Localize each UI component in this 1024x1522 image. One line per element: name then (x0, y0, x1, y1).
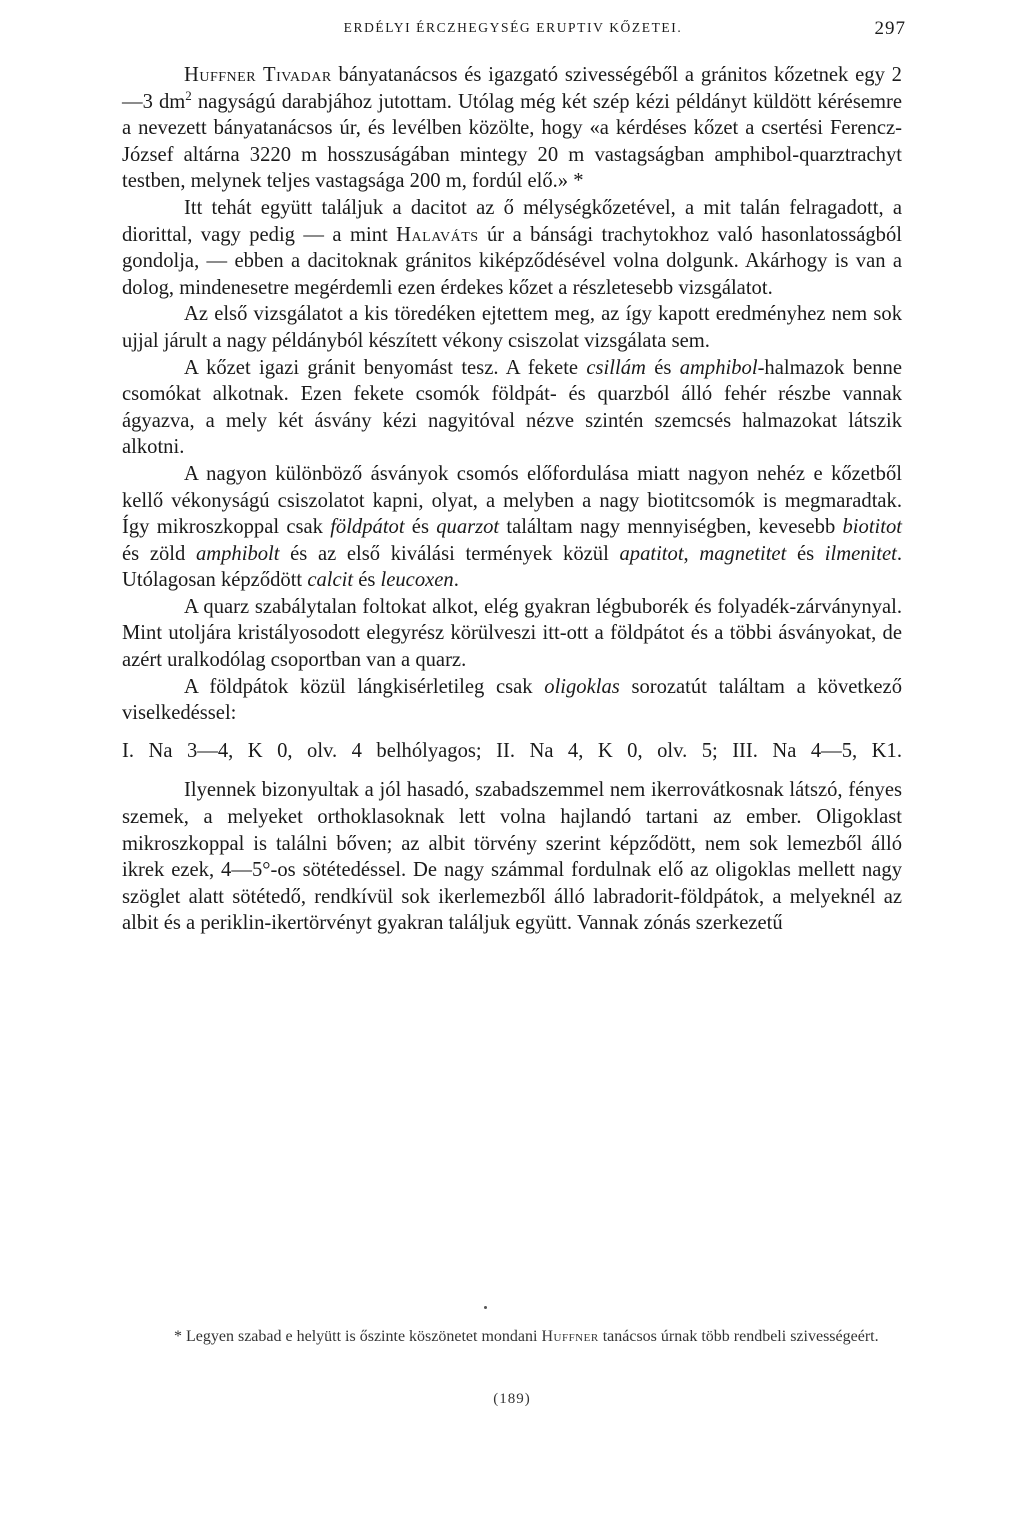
paragraph (122, 461, 902, 594)
text-run: * Legyen szabad e helyütt is őszinte köszönetet mondani (174, 1328, 542, 1345)
paragraph (122, 62, 902, 195)
italic-term: leucoxen (380, 569, 454, 592)
text-run: sorozatút találtam a következő viselkedéssel: (122, 675, 902, 725)
text-run: nagyságú darabjához jutottam. Utólag még két szép kézi példányt küldött kérésemre a nevezett bányatanácsos úr, és levélben közölte, hogy «a kérdéses kőzet a csertési Ferencz-József altárna 3220 m hosszuságában mintegy 20 m vastagságban amphibol-quarztrachyt testben, melynek teljes vastagsága 200 m, fordúl elő.» * (122, 90, 902, 193)
small-caps-name: Halaváts (396, 223, 479, 246)
italic-term: amphibolt (195, 542, 280, 565)
page-number: 297 (874, 18, 906, 39)
text-run: bányatanácsos és igazgató szivességéből a gránitos kőzetnek egy 2—3 dm (122, 64, 902, 113)
italic-term: amphibol (679, 356, 758, 379)
text-run: A quarz szabálytalan foltokat alkot, elég gyakran légbuborék és folyadék-zárványnyal. Mint utoljára kristályosodott elegyrész körülveszi itt-ott a földpátot és a többi ásványokat, de azért uralkodólag csoportban van a quarz. (122, 595, 902, 672)
text-run: úr a bánsági trachytokhoz való hasonlatosságból gondolja, — ebben a dacitoknak gránitos kiképződésével volna dolgunk. Akárhogy is van a dolog, mindenesetre megérdemli ezen érdekes kőzet a részletesebb vizsgálatot. (122, 223, 902, 299)
text-run: Az első vizsgálatot a kis töredéken ejtettem meg, az így kapott eredményhez nem sok ujjal járult a nagy példányból készített vékony csiszolat vizsgálata sem. (122, 303, 902, 352)
text-run: és (353, 569, 381, 592)
text-run: A nagyon különböző ásványok csomós előfordulása miatt nagyon nehéz e kőzetből kellő vékonyságú csiszolatot kapni, olyat, a melyben a nagy biotitcsomók is megmaradtak. Így mikroszkoppal csak (122, 462, 902, 539)
signature-mark: (189) (493, 1391, 531, 1407)
page-header (120, 20, 906, 42)
text-run: . (453, 569, 459, 592)
small-caps-name: Huffner (541, 1328, 599, 1345)
paragraph (122, 195, 902, 301)
footnotes (122, 1326, 902, 1348)
small-caps-name: Huffner Tivadar (184, 64, 332, 86)
text-run: és az első kiválási termények közül (279, 542, 620, 565)
text-run: -halmazok benne csomókat alkotnak. Ezen fekete csomók földpát- és quarzból álló fehér részbe vannak ágyazva, a mely két ásvány kézi nagyitóval nézve szintén szemcsés halmazokat látszik alkotni. (122, 356, 902, 459)
italic-term: biotitot (842, 516, 902, 539)
paragraph (122, 674, 902, 727)
paragraph (122, 594, 902, 674)
superscript: 2 (185, 87, 192, 103)
paragraphs-after-formula (122, 777, 902, 937)
italic-term: földpátot (330, 516, 405, 539)
paragraphs-before-formula (122, 62, 902, 727)
text-run: . Utólagosan képződött (122, 542, 902, 592)
text-run: , (683, 542, 700, 565)
flame-test-formula: I. Na 3—4, K 0, olv. 4 belhólyagos; II. Na 4, K 0, olv. 5; III. Na 4—5, K1. (122, 739, 902, 762)
italic-term: oligoklas (544, 675, 620, 698)
text-run: A földpátok közül lángkisérletileg csak (184, 675, 545, 698)
paragraph (122, 355, 902, 461)
print-speck (484, 1306, 487, 1309)
italic-term: apatitot (619, 542, 684, 565)
text-run: találtam nagy mennyiségben, kevesebb (499, 516, 843, 539)
paragraph (122, 301, 902, 354)
italic-term: calcit (307, 569, 354, 592)
italic-term: magnetitet (699, 542, 787, 565)
text-run: és (404, 516, 437, 539)
running-title: ERDÉLYI ÉRCZHEGYSÉG ERUPTIV KŐZETEI. (343, 20, 683, 35)
text-run: tanácsos úrnak több rendbeli szivességeért. (598, 1328, 879, 1345)
italic-term: quarzot (436, 516, 500, 539)
text-run: és (645, 356, 680, 379)
text-run: Ilyennek bizonyultak a jól hasadó, szabadszemmel nem ikerrovátkosnak látszó, fényes szemek, a melyeket orthoklasoknak lett volna hajlandó tartani az ember. Oligoklast mikroszkoppal is találni bőven; az albit törvény szerint képződött, nem sok lemezből álló ikrek ezek, 4—5°-os sötétedéssel. De nagy számmal fordulnak elő az oligoklas mellett nagy szöglet alatt sötétedő, rendkívül sok ikerlemezből álló labradorit-földpátok, a melyeknél az albit és a periklin-ikertörvényt gyakran találjuk együtt. Vannak zónás szerkezetű (122, 779, 902, 935)
italic-term: csillám (586, 356, 646, 379)
text-run: A kőzet igazi gránit benyomást tesz. A fekete (184, 356, 587, 379)
footnote (122, 1326, 902, 1348)
body-text (122, 62, 902, 937)
text-run: Itt tehát együtt találjuk a dacitot az ő mélységkőzetével, a mit talán felragadott, a diorittal, vagy pedig — a mint (122, 196, 902, 246)
italic-term: ilmenitet (824, 542, 897, 565)
text-run: és zöld (122, 542, 196, 565)
paragraph (122, 777, 902, 937)
text-run: és (786, 542, 825, 565)
